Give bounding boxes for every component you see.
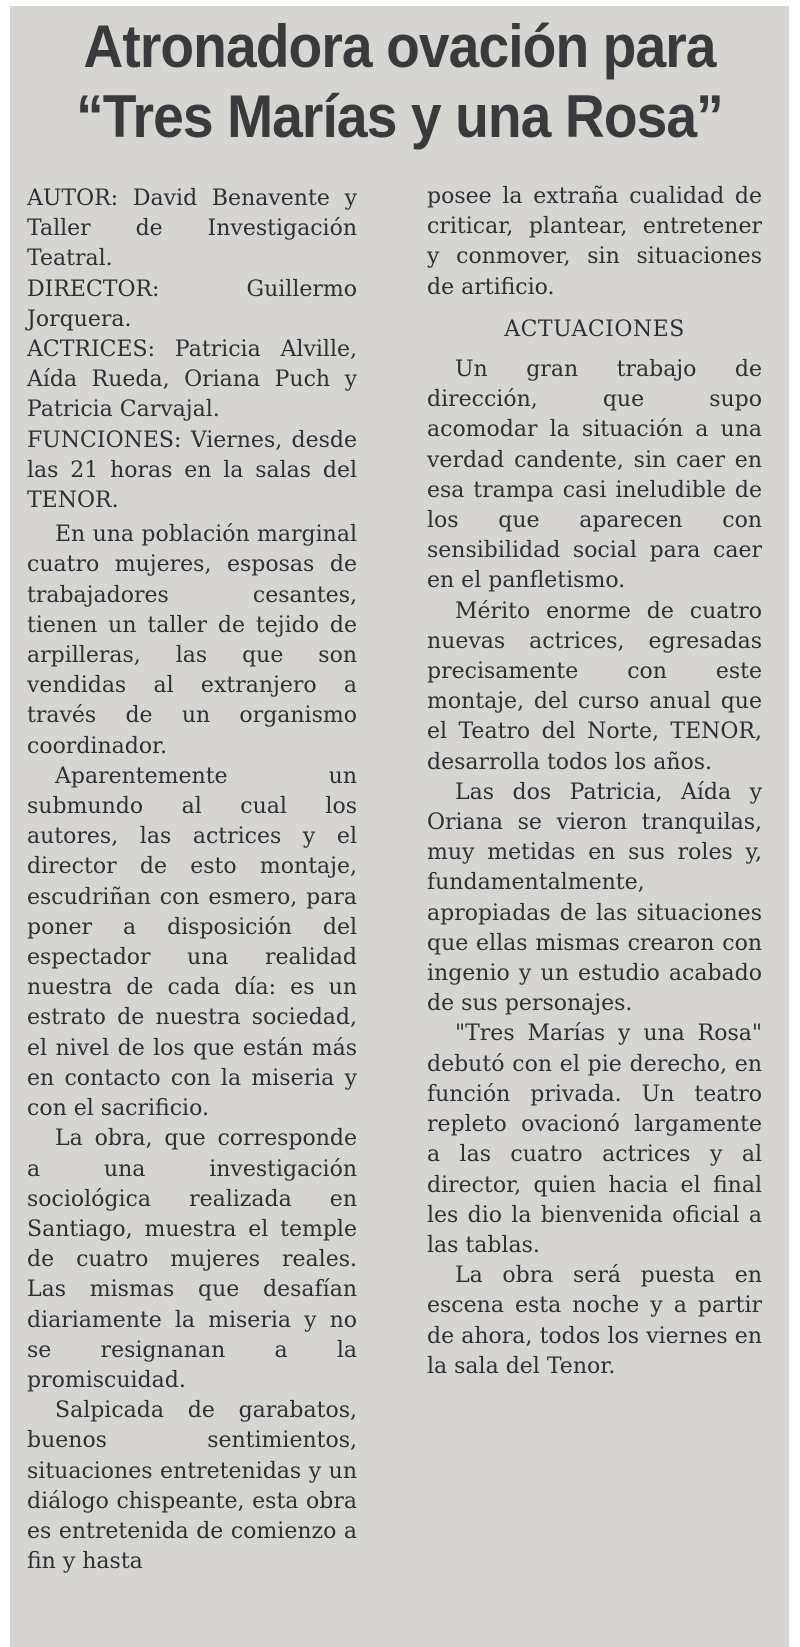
right-column — [427, 182, 762, 1382]
credit-label: ACTRICES: — [27, 337, 156, 363]
credit-value: Patricia Alville, Aída Rueda, Oriana Puch y Patricia Carvajal. — [27, 337, 358, 423]
headline-line-1: Atronadora ovación para — [83, 13, 716, 80]
body-paragraph: La obra será puesta en escena esta noche y a partir de ahora, todos los viernes en la sala del Tenor. — [427, 1263, 762, 1379]
body-paragraph: Las dos Patricia, Aída y Oriana se vieron tranquilas, muy metidas en sus roles y, fundamentalmente, apropiadas de las situaciones que ellas mismas crearon con ingenio y un estudio acabado de sus personajes. — [427, 779, 762, 1017]
body-paragraph: La obra, que corresponde a una investigación sociológica realizada en Santiago, muestra el temple de cuatro mujeres reales. Las mismas que desafían diariamente la miseria y no se resignanan a la promiscuidad. — [27, 1126, 357, 1393]
credit-author — [27, 184, 357, 275]
credit-value: Guillermo Jorquera. — [27, 276, 357, 332]
body-paragraph: En una población marginal cuatro mujeres, esposas de trabajadores cesantes, tienen un taller de tejido de arpilleras, las que son vendidas al extranjero a través de un organismo coordinador. — [27, 522, 357, 759]
credit-performances — [27, 426, 357, 517]
credit-value: Viernes, desde las 21 horas en la salas del TENOR. — [27, 427, 357, 514]
body-paragraph-continued: posee la extraña cualidad de criticar, plantear, entretener y conmover, sin situaciones de artificio. — [427, 184, 762, 300]
credit-label: FUNCIONES: — [27, 427, 182, 453]
credit-actresses — [27, 335, 357, 426]
left-column — [27, 184, 357, 1577]
section-subheading: ACTUACIONES — [504, 316, 685, 342]
newspaper-clipping — [10, 6, 789, 1647]
credit-value: David Benavente y Taller de Investigación Teatral. — [27, 186, 357, 272]
body-paragraph: Aparentemente un submundo al cual los autores, las actrices y el director de esto montaje, escudriñan con esmero, para poner a disposición del espectador una realidad nuestra de cada día: es un estrato de nuestra sociedad, el nivel de los que están más en contacto con la miseria y con el sacrificio. — [27, 763, 357, 1122]
body-paragraph: Un gran trabajo de dirección, que supo acomodar la situación a una verdad candente, sin caer en esa trampa casi ineludible de los que aparecen con sensibilidad social para caer en el panfletismo. — [427, 357, 762, 594]
credit-director — [27, 275, 357, 335]
credit-label: DIRECTOR: — [27, 276, 160, 302]
credit-label: AUTOR: — [27, 186, 119, 211]
headline — [41, 12, 758, 152]
body-paragraph: "Tres Marías y una Rosa" debutó con el pie derecho, en función privada. Un teatro repleto ovacionó largamente a las cuatro actrices y al director, quien hacia el final les dio la bienvenida oficial a las tablas. — [427, 1021, 762, 1258]
body-paragraph: Salpicada de garabatos, buenos sentimientos, situaciones entretenidas y un diálogo chispeante, esta obra es entretenida de comienzo a fin y hasta — [27, 1398, 357, 1575]
body-paragraph: Mérito enorme de cuatro nuevas actrices, egresadas precisamente con este montaje, del curso anual que el Teatro del Norte, TENOR, desarrolla todos los años. — [427, 598, 762, 775]
headline-line-2: “Tres Marías y una Rosa” — [76, 83, 723, 150]
